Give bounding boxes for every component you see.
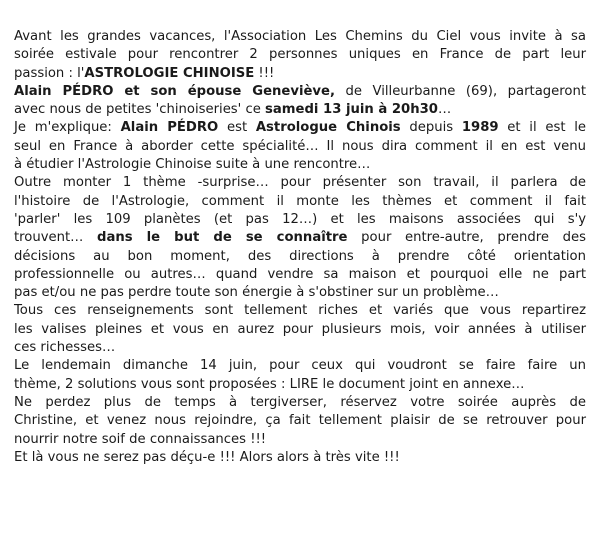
paragraph-explain-line [14,156,586,174]
bold-text: dans le but de se connaître [97,230,348,246]
text-run: pas et/ou ne pas perdre toute son énergie à s'obstiner sur un problème… [14,285,499,301]
paragraph-intro-line [14,46,586,64]
text-run: est [218,120,256,136]
paragraph-invite-line [14,394,586,412]
text-run: les valises pleines et vous en aurez pour plusieurs mois, voir années à utiliser [14,321,586,337]
paragraph-info-line [14,321,586,339]
paragraph-info-line [14,302,586,320]
text-run: depuis [400,120,462,136]
paragraph-invite-line [14,431,586,449]
bold-text: samedi 13 juin à 20h30 [265,102,438,118]
text-run: à étudier l'Astrologie Chinoise suite à une rencontre… [14,157,371,173]
paragraph-program-line [14,248,586,266]
text-run: seul en France à aborder cette spécialité… Il nous dira comment il en est venu [14,138,586,154]
text-run: nourrir notre soif de connaissances !!! [14,431,267,447]
paragraph-explain-line [14,119,586,137]
paragraph-program-line [14,229,586,247]
text-run: Ne perdez plus de temps à tergiverser, réservez votre soirée auprès de [14,394,586,410]
text-run: Je m'explique: [14,120,121,136]
text-run: soirée estivale pour rencontrer 2 personnes uniques en France de part leur [14,47,586,63]
paragraph-invite-line [14,412,586,430]
text-run: avec nous de petites 'chinoiseries' ce [14,102,266,118]
text-run: et il est le [498,120,587,136]
bold-text: ASTROLOGIE CHINOISE [84,65,255,81]
text-run: pour entre-autre, prendre des [347,230,586,246]
text-run: Et là vous ne serez pas déçu-e !!! Alors alors à très vite !!! [14,449,400,465]
text-run: l'histoire de l'Astrologie, comment il monte les thèmes et comment il fait [14,193,586,209]
paragraph-program-line [14,174,586,192]
bold-text: Alain PÉDRO et son épouse Geneviève, [14,83,335,99]
paragraph-closing-line [14,449,586,467]
bold-text: Alain PÉDRO [120,120,219,136]
paragraph-sunday-line [14,357,586,375]
paragraph-intro-line [14,65,586,83]
text-run: trouvent… [14,230,98,246]
paragraph-sunday-line [14,376,586,394]
paragraph-guests-line [14,101,586,119]
paragraph-program-line [14,266,586,284]
paragraph-program-line [14,284,586,302]
text-run: Outre monter 1 thème -surprise… pour présenter son travail, il parlera de [14,175,586,191]
text-run: Tous ces renseignements sont tellement riches et variés que vous repartirez [14,303,586,319]
bold-text: Astrologue Chinois [255,120,401,136]
text-run: !!! [254,65,275,81]
paragraph-guests-line [14,83,586,101]
text-run: thème, 2 solutions vous sont proposées : LIRE le document joint en annexe… [14,376,525,392]
paragraph-info-line [14,339,586,357]
text-run: de Villeurbanne (69), partageront [334,83,586,99]
bold-text: 1989 [461,120,499,136]
text-run: passion : l' [14,65,85,81]
paragraph-program-line [14,193,586,211]
paragraph-program-line [14,211,586,229]
text-run: … [437,102,452,118]
paragraph-intro-line [14,28,586,46]
paragraph-explain-line [14,138,586,156]
text-run: ces richesses… [14,340,116,356]
text-run: professionnelle ou autres… quand vendre sa maison et pourquoi elle ne part [14,266,586,282]
text-run: Le lendemain dimanche 14 juin, pour ceux qui voudront se faire faire un [14,358,586,374]
text-run: Avant les grandes vacances, l'Association Les Chemins du Ciel vous invite à sa [14,29,586,44]
text-run: 'parler' les 109 planètes (et pas 12…) et les maisons associées qui s'y [14,211,586,227]
document-body [14,28,586,467]
text-run: Christine, et venez nous rejoindre, ça fait tellement plaisir de se retrouver pour [14,413,586,429]
text-run: décisions au bon moment, des directions à prendre côté orientation [14,248,586,264]
